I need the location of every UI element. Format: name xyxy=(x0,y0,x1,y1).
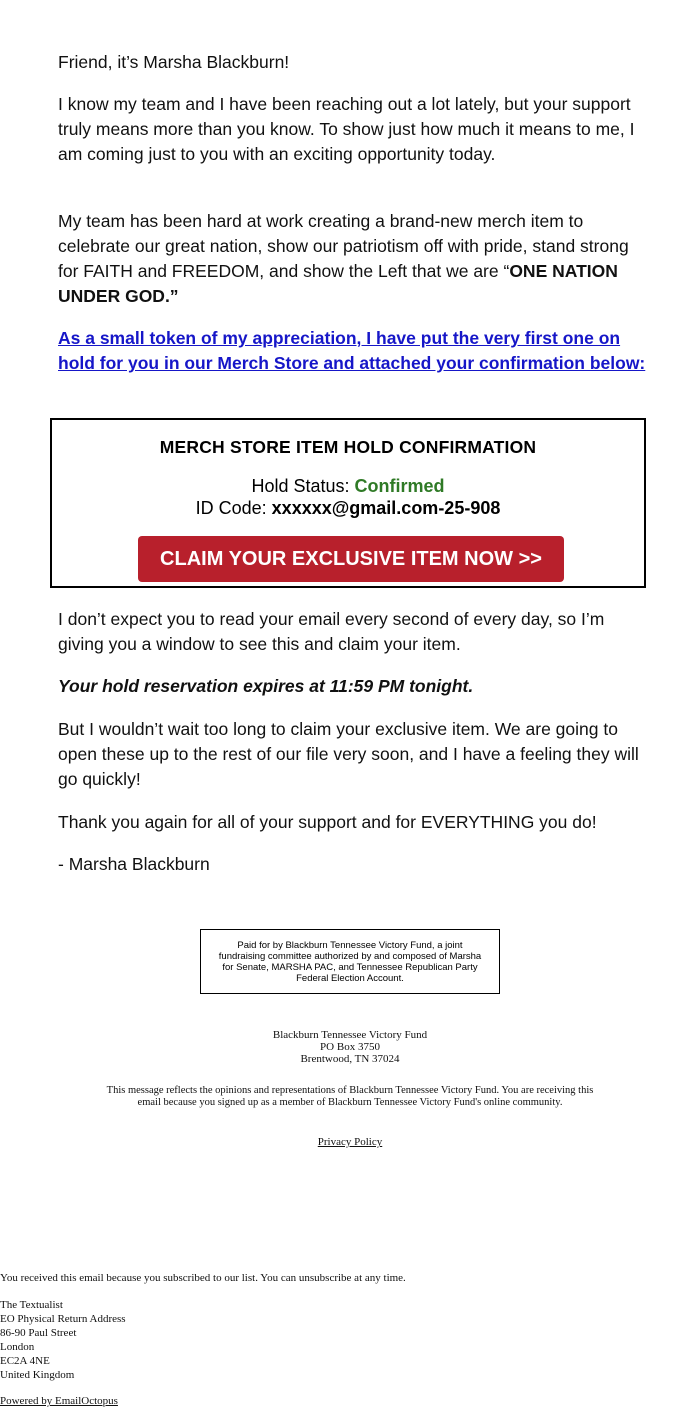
id-code-value: xxxxxx@gmail.com-25-908 xyxy=(271,498,501,518)
paragraph-intro: I know my team and I have been reaching out a lot lately, but your support truly means more than you know. To show just how much it means to me, I am coming just to you with an exciting opportunity today. xyxy=(58,94,635,164)
subscription-notice: You received this email because you subscribed to our list. You can unsubscribe at any time. xyxy=(0,1272,406,1284)
paragraph-wait: But I wouldn’t wait too long to claim your exclusive item. We are going to open these up to the rest of our file very soon, and I have a feeling they will go quickly! xyxy=(58,719,639,789)
address-line-1: Blackburn Tennessee Victory Fund xyxy=(272,1029,428,1041)
hold-confirmation-box xyxy=(50,418,646,588)
powered-by-link[interactable]: Powered by EmailOctopus xyxy=(0,1395,118,1407)
paragraph-thanks: Thank you again for all of your support and for EVERYTHING you do! xyxy=(58,812,597,832)
return-line: United Kingdom xyxy=(0,1369,75,1381)
confirmation-title: MERCH STORE ITEM HOLD CONFIRMATION xyxy=(159,437,537,457)
privacy-policy-link[interactable]: Privacy Policy xyxy=(317,1136,383,1148)
return-line: EC2A 4NE xyxy=(0,1355,50,1367)
paragraph-window: I don’t expect you to read your email every second of every day, so I’m giving you a window to see this and claim your item. xyxy=(58,609,605,654)
return-line: 86-90 Paul Street xyxy=(0,1327,77,1339)
hold-status xyxy=(52,476,644,497)
paragraph-merch-bold: ONE NATION UNDER GOD.” xyxy=(58,261,618,306)
return-address xyxy=(0,1298,126,1382)
hold-status-label: Hold Status: xyxy=(251,476,355,496)
signoff: - Marsha Blackburn xyxy=(58,854,210,874)
return-line: EO Physical Return Address xyxy=(0,1313,126,1325)
id-code-label: ID Code: xyxy=(195,498,272,518)
expiry-notice: Your hold reservation expires at 11:59 PM tonight. xyxy=(58,676,474,696)
privacy-row xyxy=(0,1136,700,1148)
return-line: The Textualist xyxy=(0,1299,63,1311)
greeting: Friend, it’s Marsha Blackburn! xyxy=(58,52,290,72)
id-code xyxy=(52,498,644,519)
address-line-3: Brentwood, TN 37024 xyxy=(300,1053,400,1065)
paragraph-merch xyxy=(58,209,648,309)
paid-for-disclaimer: Paid for by Blackburn Tennessee Victory Fund, a joint fundraising committee authorized by and composed of Marsha for Senate, MARSHA PAC, and Tennessee Republican Party Federal Election Account. xyxy=(200,929,500,994)
address-line-2: PO Box 3750 xyxy=(320,1041,380,1053)
powered-by-row xyxy=(0,1394,118,1408)
hold-status-value: Confirmed xyxy=(354,476,445,496)
return-line: London xyxy=(0,1341,35,1353)
paragraph-link xyxy=(58,326,648,376)
claim-item-button[interactable]: CLAIM YOUR EXCLUSIVE ITEM NOW >> xyxy=(138,536,564,582)
merch-store-link[interactable]: As a small token of my appreciation, I have put the very first one on hold for you in our Merch Store and attached your confirmation below: xyxy=(58,328,646,373)
paragraph-merch-text: My team has been hard at work creating a brand-new merch item to celebrate our great nation, show our patriotism off with pride, stand strong for FAITH and FREEDOM, and show the Left that we are “ xyxy=(58,211,629,281)
message-notice: This message reflects the opinions and representations of Blackburn Tennessee Victory Fund. You are receiving this email because you signed up as a member of Blackburn Tennessee Victory Fund's online community. xyxy=(106,1085,594,1108)
sender-address xyxy=(0,1029,700,1065)
